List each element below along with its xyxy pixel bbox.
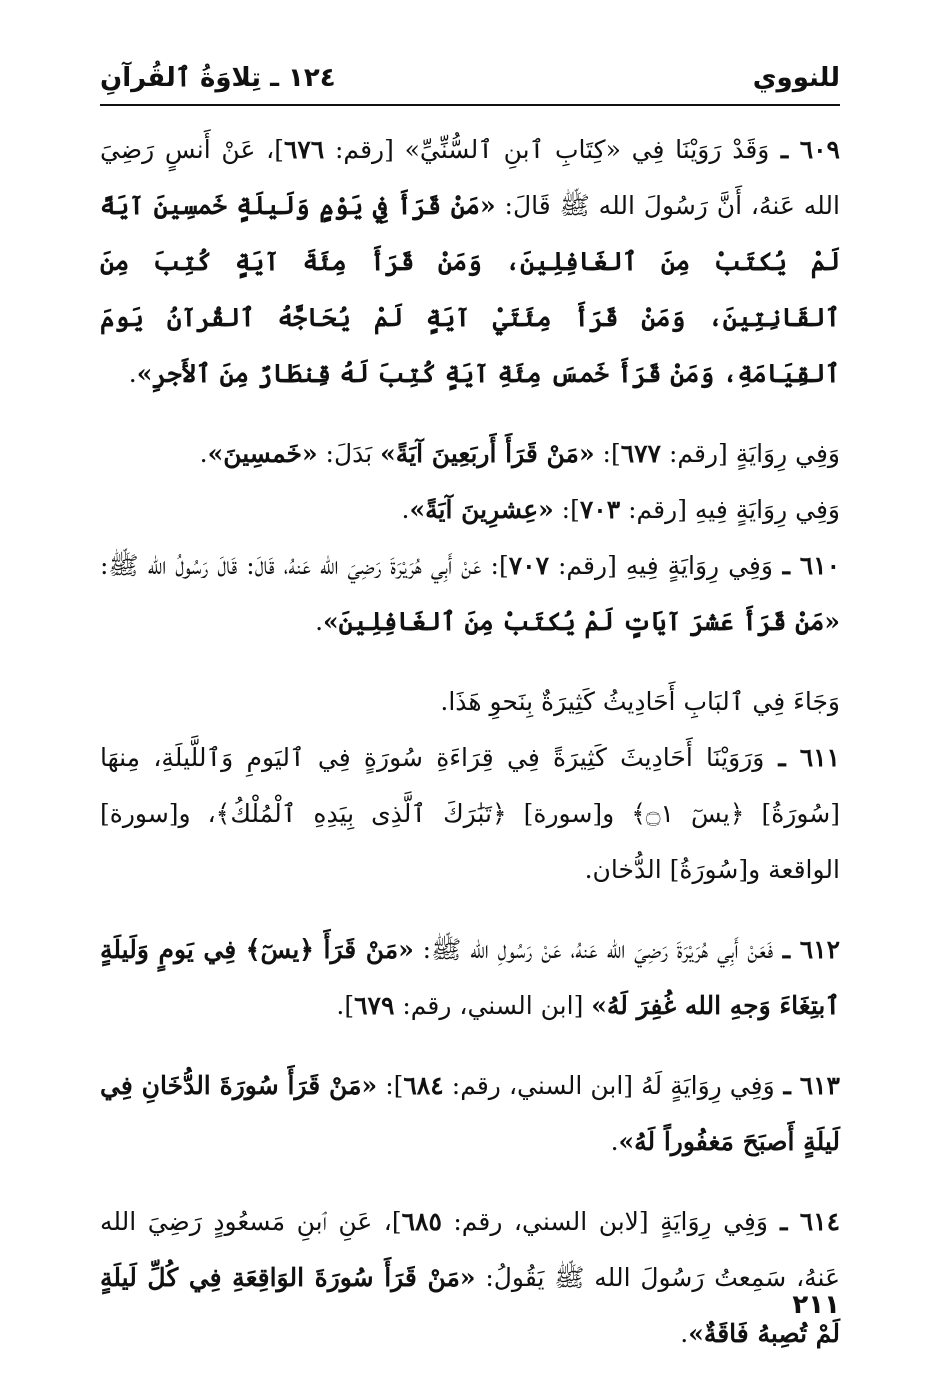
narration-text: وَفِي رِوَايَةٍ فِيهِ [رقم: <box>549 551 773 580</box>
header-section-name: للنووي <box>752 63 840 93</box>
narration-text: فَعَنْ أَبِي هُرَيْرَةَ رَضِيَ الله عَنهُ، عَنْ رَسُولِ الله ﷺ: <box>413 935 774 964</box>
paragraph-pjaa <box>100 674 840 730</box>
narration-text: . <box>401 495 410 524</box>
paragraph-p611 <box>100 730 840 898</box>
hadith-text-bold: ٦٧٩ <box>354 991 395 1020</box>
narration-text: وَفِي رِوَايَةٍ [لابن السني، رقم: <box>441 1207 768 1236</box>
hadith-text-bold: «خَمسِينَ» <box>207 439 318 468</box>
narration-text: ]، عَنِ ٱبنِ مَسعُودٍ رَضِيَ الله عَنهُ، سَمِعتُ رَسُولَ الله ﷺ يَقُولُ: <box>100 1207 840 1292</box>
hadith-text-bold: ٧٠٧ <box>508 551 550 580</box>
hadith-text-bold: ٦١٠ ـ <box>772 551 841 580</box>
narration-text: وَقَدْ رَوَيْنَا فِي «كِتَابِ ٱبنِ ٱلسُّنِّيِّ» [رقم: <box>324 135 770 164</box>
hadith-text-bold: «مَنْ قَرَأَ ﴿يسٓ﴾ فِي يَومٍ وَلَيلَةٍ ٱبتِغَاءَ وَجهِ الله غُفِرَ لَهُ» <box>100 935 840 1020</box>
narration-text: وَفِي رِوَايَةٍ [رقم: <box>661 439 840 468</box>
hadith-text-bold: «مَنْ قَرَأَ فِي يَوْمٍ وَلَيلَةٍ خَمسِينَ آيَةً لَمْ يُكتَبْ مِنَ ٱلغَافِلِينَ، وَمَنْ قَرَأَ مِئَةَ آيَةٍ كُتِبَ مِنَ ٱلقَانِتِينَ، وَمَنْ قَرَأَ مِئَتَيْ آيَةٍ لَمْ يُحَاجَّهُ ٱلقُرآنُ يَومَ ٱلقِيَامَةِ، وَمَنْ قَرَأَ خَمسَ مِئَةِ آيَةٍ كُتِبَ لَهُ قِنطَارٌ مِنَ ٱلأَجرِ» <box>100 191 840 388</box>
hadith-text-bold: ٦٧٦ <box>283 135 325 164</box>
paragraph-p609a <box>100 426 840 482</box>
paragraph-p614 <box>100 1194 840 1362</box>
hadith-text-bold: «مَنْ قَرَأَ أَربَعِينَ آيَةً» <box>380 439 595 468</box>
narration-text: . <box>610 1127 619 1156</box>
hadith-text-bold: ٦٨٥ <box>401 1207 442 1236</box>
hadith-text-bold: ٦١٣ ـ <box>774 1071 840 1100</box>
hadith-text-bold: ٦١١ ـ <box>764 743 840 772</box>
paragraph-p610 <box>100 538 840 650</box>
hadith-text-bold: ٦١٤ ـ <box>767 1207 841 1236</box>
narration-text: ]: عَنْ أَبِي هُرَيْرَةَ رَضِيَ الله عَنهُ، قَالَ: قَالَ رَسُولُ الله ﷺ: <box>100 551 509 580</box>
hadith-text-bold: ٦١٢ ـ <box>773 935 841 964</box>
hadith-text-bold: «مَنْ قَرَأَ عَشرَ آيَاتٍ لَمْ يُكتَبْ مِنَ ٱلغَافِلِينَ» <box>323 607 840 636</box>
hadith-text-bold: «عِشرِينَ آيَةً» <box>409 495 554 524</box>
hadith-text-bold: «مَنْ قَرَأَ سُورَةَ الدُّخَانِ فِي لَيلَةٍ أَصبَحَ مَغفُوراً لَهُ» <box>100 1071 840 1156</box>
narration-text: ]: <box>594 439 621 468</box>
hadith-text-bold: «مَنْ قَرَأَ سُورَةَ الوَاقِعَةِ فِي كُلِّ لَيلَةٍ لَمْ تُصِبهُ فَاقَةٌ» <box>100 1263 840 1348</box>
narration-text: . <box>680 1319 689 1348</box>
narration-text: . <box>128 359 137 388</box>
narration-text: ]. <box>336 991 355 1020</box>
narration-text: . <box>199 439 208 468</box>
narration-text: [ابن السني، رقم: <box>394 991 592 1020</box>
hadith-text-bold: ٦٨٤ <box>403 1071 444 1100</box>
paragraph-p613 <box>100 1058 840 1170</box>
narration-text: وَرَوَيْنَا أَحَادِيثَ كَثِيرَةً فِي قِرَاءَةِ سُورَةٍ فِي ٱليَومِ وَٱللَّيلَةِ، مِنهَا [سُورَةُ] ﴿يسٓ ۝١﴾ و[سورة] ﴿تَبَٰرَكَ ٱلَّذِى بِيَدِهِ ٱلْمُلْكُ﴾، و[سورة] الواقعة و[سُورَةُ] الدُّخان. <box>100 743 840 884</box>
narration-text: وَفِي رِوَايَةٍ لَهُ [ابن السني، رقم: <box>443 1071 775 1100</box>
header-chapter-title: ١٢٤ ـ تِلاوَةُ ٱلقُرآنِ <box>100 63 336 93</box>
paragraph-p609b <box>100 482 840 538</box>
running-header <box>100 58 840 98</box>
narration-text: وَجَاءَ فِي ٱلبَابِ أَحَادِيثُ كَثِيرَةٌ بِنَحوِ هَذَا. <box>440 687 840 716</box>
paragraph-p612 <box>100 922 840 1034</box>
hadith-text-bold: ٦٠٩ ـ <box>769 135 840 164</box>
narration-text: ]، عَنْ أَنسٍ رَضِيَ الله عَنهُ، أَنَّ رَسُولَ الله ﷺ قَالَ: <box>100 135 840 220</box>
hadith-text-bold: ٦٧٧ <box>620 439 661 468</box>
narration-text: ]: <box>553 495 580 524</box>
narration-text: بَدَلَ: <box>317 439 381 468</box>
page-number: ٢١١ <box>792 1290 840 1320</box>
page-body <box>100 122 840 1362</box>
narration-text: ]: <box>377 1071 404 1100</box>
header-divider <box>100 104 840 106</box>
hadith-text-bold: ٧٠٣ <box>579 495 621 524</box>
paragraph-p609 <box>100 122 840 402</box>
narration-text: . <box>315 607 324 636</box>
narration-text: وَفِي رِوَايَةٍ فِيهِ [رقم: <box>620 495 840 524</box>
